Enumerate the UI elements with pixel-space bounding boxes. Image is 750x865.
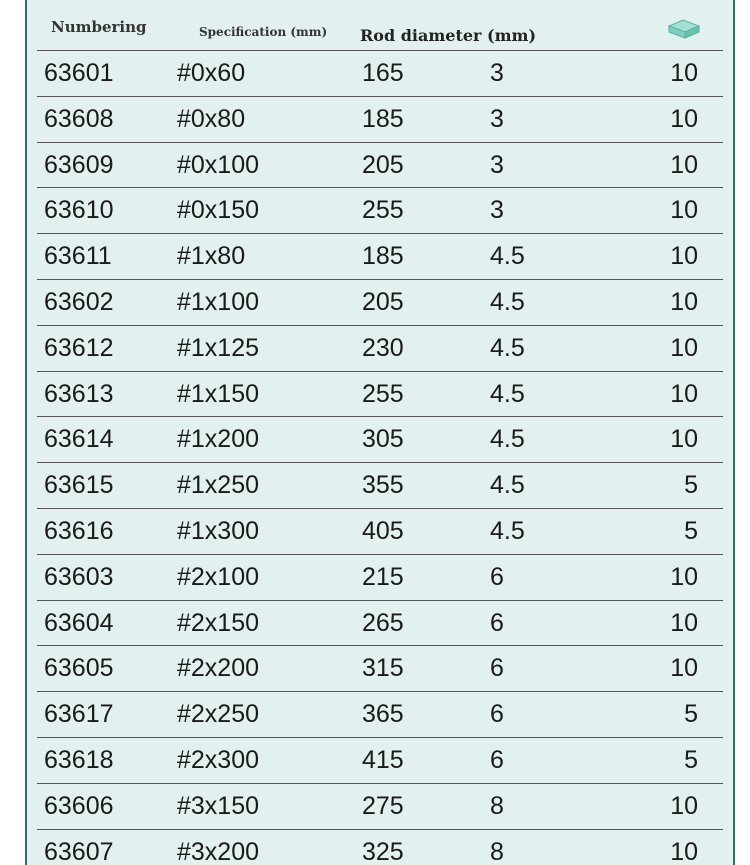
cell-rod-diameter: 4.5: [490, 333, 525, 362]
cell-number: 63613: [44, 379, 114, 408]
header-specification: Specification (mm): [199, 25, 328, 39]
cell-rod-diameter: 8: [490, 837, 504, 865]
cell-rod-diameter: 4.5: [490, 287, 525, 316]
cell-specification: #1x125: [177, 333, 260, 362]
cell-specification: #0x80: [177, 104, 246, 133]
cell-quantity: 10: [670, 242, 698, 271]
cell-number: 63616: [44, 516, 114, 545]
table-row: [37, 325, 723, 371]
cell-number: 63608: [44, 104, 114, 133]
cell-quantity: 10: [670, 287, 698, 316]
cell-rod-diameter: 6: [490, 745, 504, 774]
table-row: [37, 783, 723, 829]
cell-quantity: 10: [670, 104, 698, 133]
table-row: [37, 462, 723, 508]
cell-length: 305: [362, 425, 404, 454]
cell-number: 63607: [44, 837, 114, 865]
cell-quantity: 10: [670, 59, 698, 87]
cell-number: 63615: [44, 471, 114, 500]
header-numbering: Numbering: [51, 18, 147, 36]
table-row: [37, 279, 723, 325]
cell-number: 63611: [44, 242, 112, 271]
cell-length: 255: [362, 196, 404, 225]
cell-quantity: 10: [670, 150, 698, 179]
cell-specification: #1x250: [177, 471, 260, 500]
cell-rod-diameter: 4.5: [490, 242, 525, 271]
cell-specification: #0x150: [177, 196, 260, 225]
cell-rod-diameter: 6: [490, 562, 504, 591]
table-row: [37, 142, 723, 188]
cell-quantity: 10: [670, 562, 698, 591]
cell-number: 63605: [44, 654, 114, 683]
cell-number: 63617: [44, 700, 114, 729]
cell-quantity: 10: [670, 333, 698, 362]
cell-number: 63606: [44, 791, 114, 820]
cell-specification: #2x300: [177, 745, 260, 774]
cell-length: 205: [362, 150, 404, 179]
cell-quantity: 10: [670, 791, 698, 820]
cell-specification: #1x80: [177, 242, 246, 271]
cell-length: 355: [362, 471, 404, 500]
cell-specification: #1x150: [177, 379, 260, 408]
cell-quantity: 10: [670, 425, 698, 454]
cell-number: 63604: [44, 608, 114, 637]
cell-rod-diameter: 4.5: [490, 471, 525, 500]
cell-rod-diameter: 4.5: [490, 516, 525, 545]
cell-rod-diameter: 8: [490, 791, 504, 820]
cell-length: 265: [362, 608, 404, 637]
cell-length: 165: [362, 59, 404, 87]
cell-length: 325: [362, 837, 404, 865]
cell-rod-diameter: 6: [490, 608, 504, 637]
table-row: [37, 600, 723, 646]
cell-specification: #1x300: [177, 516, 260, 545]
cell-length: 230: [362, 333, 404, 362]
cell-number: 63612: [44, 333, 114, 362]
table-row: [37, 233, 723, 279]
cell-length: 315: [362, 654, 404, 683]
table-header: [27, 0, 733, 50]
cell-rod-diameter: 6: [490, 700, 504, 729]
cell-rod-diameter: 3: [490, 150, 504, 179]
table-row: [37, 554, 723, 600]
cell-number: 63601: [44, 59, 114, 87]
cell-number: 63614: [44, 425, 114, 454]
cell-quantity: 5: [684, 745, 698, 774]
cell-length: 365: [362, 700, 404, 729]
cell-specification: #0x100: [177, 150, 260, 179]
cell-length: 205: [362, 287, 404, 316]
cell-rod-diameter: 3: [490, 104, 504, 133]
cell-specification: #1x100: [177, 287, 260, 316]
cell-specification: #0x60: [177, 59, 246, 87]
cell-specification: #2x250: [177, 700, 260, 729]
cell-length: 255: [362, 379, 404, 408]
cell-length: 415: [362, 745, 404, 774]
cell-specification: #2x100: [177, 562, 260, 591]
cell-rod-diameter: 3: [490, 196, 504, 225]
box-icon: [667, 16, 701, 40]
cell-length: 405: [362, 516, 404, 545]
cell-number: 63609: [44, 150, 114, 179]
cell-length: 215: [362, 562, 404, 591]
cell-rod-diameter: 3: [490, 59, 504, 87]
cell-quantity: 5: [684, 516, 698, 545]
table-row: [37, 737, 723, 783]
table-row: [37, 508, 723, 554]
product-table-panel: [25, 0, 735, 865]
table-row: [37, 371, 723, 417]
cell-number: 63603: [44, 562, 114, 591]
cell-length: 185: [362, 242, 404, 271]
cell-specification: #1x200: [177, 425, 260, 454]
table-row: [37, 50, 723, 96]
cell-quantity: 5: [684, 471, 698, 500]
cell-number: 63618: [44, 745, 114, 774]
cell-rod-diameter: 4.5: [490, 425, 525, 454]
cell-length: 275: [362, 791, 404, 820]
table-row: [37, 96, 723, 142]
table-row: [37, 416, 723, 462]
cell-number: 63610: [44, 196, 114, 225]
table-row: [37, 691, 723, 737]
header-rod-diameter: Rod diameter (mm): [360, 26, 537, 45]
cell-length: 185: [362, 104, 404, 133]
cell-rod-diameter: 4.5: [490, 379, 525, 408]
cell-specification: #2x150: [177, 608, 260, 637]
cell-quantity: 10: [670, 379, 698, 408]
table-row: [37, 829, 723, 865]
cell-quantity: 10: [670, 654, 698, 683]
cell-rod-diameter: 6: [490, 654, 504, 683]
table-row: [37, 645, 723, 691]
table-body: [37, 50, 723, 865]
cell-quantity: 10: [670, 608, 698, 637]
cell-quantity: 5: [684, 700, 698, 729]
cell-quantity: 10: [670, 196, 698, 225]
cell-quantity: 10: [670, 837, 698, 865]
table-row: [37, 187, 723, 233]
cell-specification: #3x150: [177, 791, 260, 820]
cell-specification: #2x200: [177, 654, 260, 683]
cell-number: 63602: [44, 287, 114, 316]
cell-specification: #3x200: [177, 837, 260, 865]
